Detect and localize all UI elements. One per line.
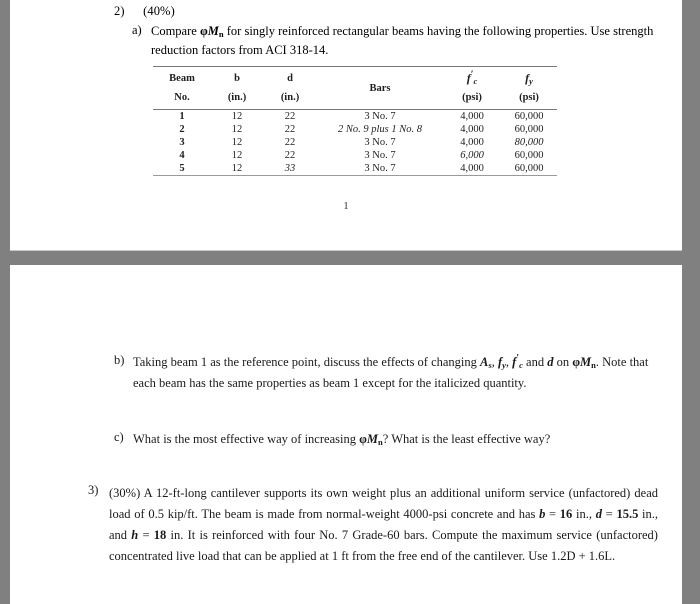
part-c-tail: ? What is the least effective way? [382, 432, 551, 446]
problem-2-heading [114, 3, 175, 19]
fc-prime-mark: ′ [516, 352, 520, 364]
problem-2-part-b [114, 353, 659, 393]
problem-2-weight: (40%) [143, 4, 175, 18]
cell-d: 22 [284, 137, 296, 148]
b-unit: in., [572, 507, 596, 521]
d-symbol: d [547, 355, 554, 369]
d-equals: = [601, 507, 617, 521]
header-d-units: (in.) [280, 92, 300, 103]
cell-fy: 60,000 [514, 124, 544, 135]
cell-fy: 60,000 [501, 162, 557, 176]
cell-fc: 4,000 [443, 110, 501, 124]
cell-b: 12 [231, 124, 243, 135]
b-symbol: b [539, 507, 546, 521]
phi-symbol: φ [572, 355, 581, 369]
problem-2-part-b-text [133, 353, 659, 393]
cell-b: 12 [231, 150, 243, 161]
header-fc [443, 67, 501, 90]
problem-2-number: 2) [114, 4, 125, 18]
fc-prime: ′ [470, 69, 474, 81]
b-value: 16 [559, 507, 573, 521]
as-subscript: s [488, 360, 492, 370]
problem-2-part-a-text [151, 22, 671, 59]
cell-fy: 80,000 [514, 137, 544, 148]
cell-beam-no: 3 [179, 137, 185, 148]
header-fy-units: (psi) [519, 92, 539, 103]
moment-symbol: M [366, 432, 379, 446]
d-symbol: d [595, 507, 602, 521]
cell-fc: 4,000 [460, 124, 484, 135]
fc-subscript: c [473, 76, 478, 86]
phi-symbol: φ [199, 24, 208, 38]
separator-2: , [505, 355, 513, 369]
header-beam: Beam [153, 67, 211, 90]
part-a-text-lead: Compare [151, 24, 200, 38]
phi-symbol: φ [359, 432, 367, 446]
problem-2-part-a-label: a) [132, 23, 142, 37]
part-b-mid: on [553, 355, 573, 369]
h-value: 18 [153, 528, 167, 542]
table-row [153, 136, 557, 149]
fy-symbol-letter: f [525, 71, 530, 85]
fc-subscript: c [519, 360, 523, 370]
document-page-two [10, 265, 682, 604]
problem-2-part-b-label: b) [114, 353, 125, 367]
cell-bars: 3 No. 7 [364, 137, 396, 148]
problem-3-tail: It is reinforced with four No. 7 Grade-60 bars. Compute the maximum service (unfactored) concentrated live load that can be applied at 1 ft from the free end of the cantilever. Use 1.2D + 1.6L. [109, 528, 658, 563]
fc-symbol-letter: f [466, 71, 471, 85]
header-fc-units: (psi) [462, 92, 482, 103]
fc-symbol: f [512, 355, 517, 369]
table-row [153, 110, 557, 124]
h-equals: = [138, 528, 154, 542]
header-beam-no: No. [174, 92, 190, 103]
part-b-lead: Taking beam 1 as the reference point, discuss the effects of changing [133, 355, 481, 369]
moment-subscript: n [218, 29, 224, 39]
cell-bars: 3 No. 7 [317, 110, 443, 124]
table-header-row-1 [153, 67, 557, 90]
d-value: 15.5 [616, 507, 639, 521]
moment-symbol: M [580, 355, 592, 369]
problem-3-text [109, 483, 658, 567]
cell-d: 22 [263, 110, 317, 124]
header-bars: Bars [317, 67, 443, 110]
problem-3-number: 3) [88, 483, 99, 497]
b-equals: = [545, 507, 560, 521]
cell-d: 33 [263, 162, 317, 176]
as-symbol: A [480, 355, 489, 369]
separator-3: and [522, 355, 548, 369]
document-page-one [10, 0, 682, 251]
beam-properties-table [153, 66, 557, 176]
page-number: 1 [343, 200, 349, 212]
cell-beam-no: 2 [179, 124, 185, 135]
cell-d: 22 [284, 150, 296, 161]
cell-fc: 4,000 [460, 137, 484, 148]
problem-3-weight: (30%) [109, 486, 141, 500]
cell-b: 12 [231, 137, 243, 148]
moment-subscript: n [378, 437, 383, 447]
problem-3 [88, 483, 658, 567]
cell-bars: 3 No. 7 [317, 162, 443, 176]
cell-bars: 2 No. 9 plus 1 No. 8 [337, 124, 422, 135]
problem-2-part-c [114, 430, 659, 451]
cell-beam-no: 4 [179, 150, 185, 161]
page-divider [0, 251, 700, 265]
problem-2-part-c-label: c) [114, 430, 124, 444]
header-b: b [211, 67, 263, 90]
cell-b: 12 [211, 162, 263, 176]
header-fy [501, 67, 557, 90]
part-b-tail: . Note that each beam has the same properties as beam 1 except for the italicized quantity. [133, 355, 649, 390]
d-unit: in., and [109, 507, 658, 542]
moment-symbol: M [207, 24, 219, 38]
header-b-units: (in.) [227, 92, 247, 103]
fy-subscript: y [502, 360, 506, 370]
fy-symbol: f [497, 355, 503, 369]
table-row [153, 162, 557, 176]
problem-2-part-c-text [133, 430, 659, 451]
part-a-text-tail: for singly reinforced rectangular beams having the following properties. Use strength reduction factors from ACI 318-14. [151, 24, 654, 57]
h-unit: in. [166, 528, 184, 542]
cell-bars: 3 No. 7 [364, 150, 396, 161]
header-d: d [263, 67, 317, 90]
separator-1: , [491, 355, 498, 369]
cell-d: 22 [284, 124, 296, 135]
h-symbol: h [131, 528, 139, 542]
cell-fc: 4,000 [443, 162, 501, 176]
moment-subscript: n [591, 360, 596, 370]
cell-beam-no: 1 [153, 110, 211, 124]
cell-fy: 60,000 [514, 150, 544, 161]
fy-subscript: y [529, 76, 533, 86]
problem-3-lead: A 12-ft-long cantilever supports its own weight plus an additional uniform service (unfactored) dead load of 0.5 kip/ft. The beam is made from normal-weight 4000-psi concrete and has [109, 486, 658, 521]
part-c-lead: What is the most effective way of increasing [133, 432, 360, 446]
table-row [153, 123, 557, 136]
cell-beam-no: 5 [153, 162, 211, 176]
table-row [153, 149, 557, 162]
cell-fy: 60,000 [501, 110, 557, 124]
cell-fc: 6,000 [460, 150, 484, 161]
cell-b: 12 [211, 110, 263, 124]
